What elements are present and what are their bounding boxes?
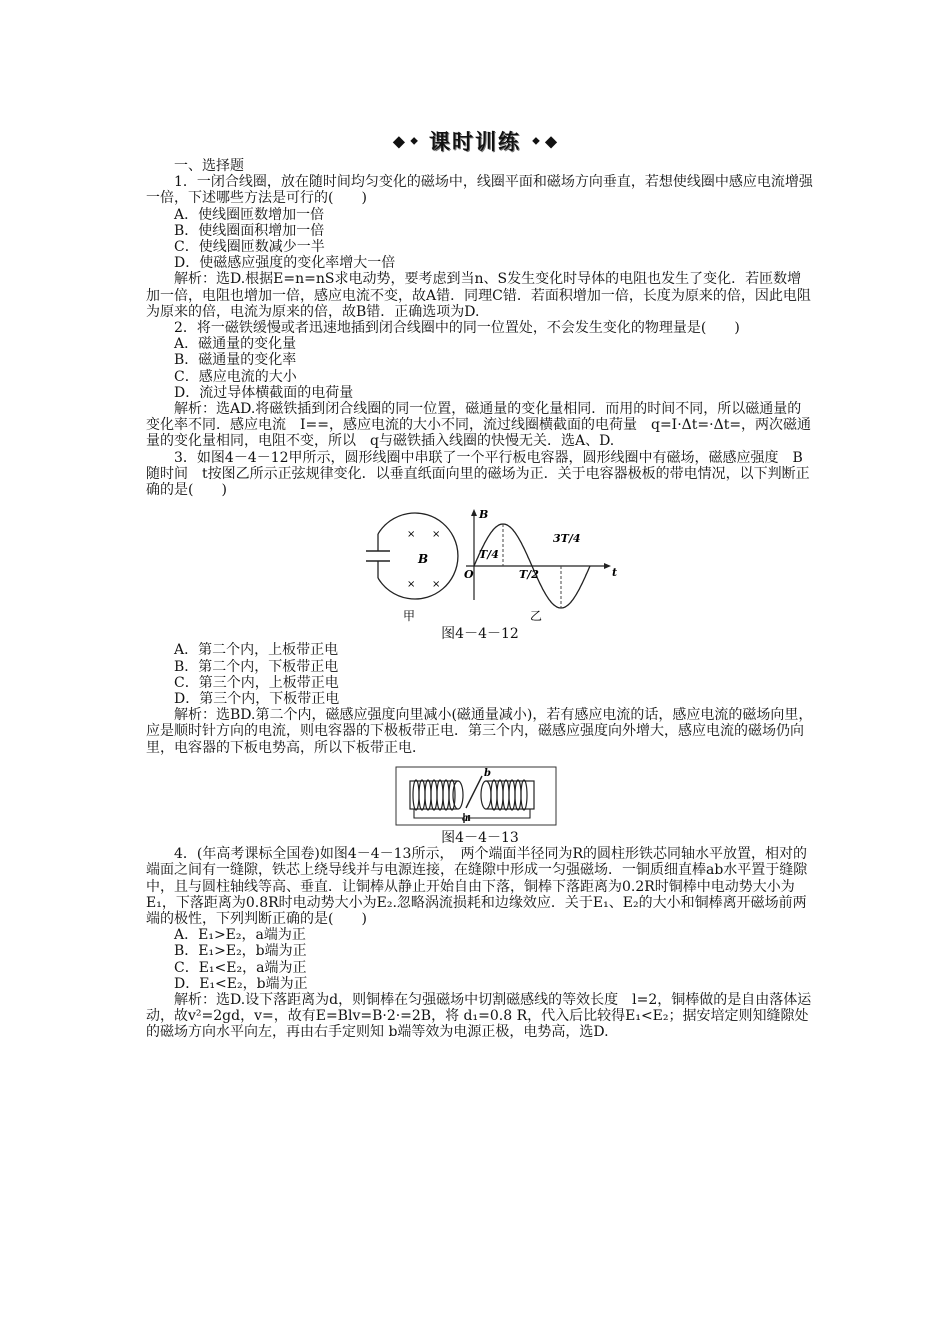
rod-end-b: b: [484, 767, 491, 779]
diamond-icon: ◆: [532, 135, 540, 147]
option: C．使线圈匝数减少一半: [174, 239, 325, 256]
figure-label-left: 甲: [403, 609, 416, 624]
field-mark: ×: [407, 529, 416, 541]
field-mark: ×: [407, 579, 416, 591]
question-stem: 4．(年高考课标全国卷)如图4－4－13所示， 两个端面半径同为R的圆柱形铁芯同轴水平放置，相对的端面之间有一缝隙，铁芯上绕导线并与电源连接，在缝隙中形成一匀强磁场．一铜质细直棒ab水平置于缝隙中，且与圆柱轴线等高、垂直．让铜棒从静止开始自由下落，铜棒下落距离为0.2R时铜棒中电动势大小为E₁，下落距离为0.8R时电动势大小为E₂.忽略涡流损耗和边缘效应．关于E₁、E₂的大小和铜棒离开磁场前两端的极性，下列判断正确的是( ): [146, 846, 808, 927]
b-t-graph: [464, 508, 617, 608]
section-heading: 一、选择题: [174, 158, 244, 174]
tick-label-t2: T/2: [519, 568, 539, 582]
rod-end-a: a: [462, 812, 469, 824]
option: A．磁通量的变化量: [174, 336, 297, 353]
banner-title: 课时训练: [429, 130, 521, 154]
option: A．使线圈匝数增加一倍: [174, 206, 325, 223]
option: B．使线圈面积增加一倍: [174, 222, 325, 239]
option: D．使磁感应强度的变化率增大一倍: [174, 255, 396, 272]
option: A．E₁>E₂，a端为正: [174, 927, 306, 944]
tick-label-t4: T/4: [479, 548, 499, 562]
option: D．第三个内，下板带正电: [174, 691, 340, 708]
option: D．流过导体横截面的电荷量: [174, 384, 354, 401]
question-stem: 3．如图4－4－12甲所示，圆形线圈中串联了一个平行板电容器，圆形线圈中有磁场，磁感应强度 B随时间 t按图乙所示正弦规律变化．以垂直纸面向里的磁场为正．关于电容器极板的带电情况，以下判断正确的是( ): [146, 449, 810, 499]
field-label: B: [418, 552, 429, 567]
option: B．磁通量的变化率: [174, 352, 297, 369]
figure-4-4-13-drawing: [146, 762, 814, 828]
option: C．E₁<E₂，a端为正: [174, 959, 307, 976]
tick-label-3t4: 3T/4: [553, 532, 581, 546]
option: A．第二个内，上板带正电: [174, 642, 339, 659]
x-axis-label: t: [612, 566, 618, 580]
analysis: 解析：选D.根据E=n=nS求电动势，要考虑到当n、S发生变化时导体的电阻也发生了变化．若匝数增加一倍，电阻也增加一倍，感应电流不变，故A错．同理C错．若面积增加一倍，长度为原来的倍，因此电阻为原来的倍，电流为原来的倍，故B错．正确选项为D.: [146, 271, 811, 320]
right-core: [481, 780, 534, 810]
diamond-icon: ◆: [392, 131, 406, 151]
coil-diagram: [366, 513, 458, 599]
field-mark: ×: [432, 579, 441, 591]
option: B．E₁>E₂，b端为正: [174, 943, 307, 960]
figure-4-4-12: [146, 504, 814, 624]
x-axis-arrow: [604, 563, 611, 569]
field-mark: ×: [432, 529, 441, 541]
figure-caption: 图4－4－13: [441, 829, 519, 846]
figure-4-4-12-drawing: [146, 504, 814, 624]
figure-4-4-13: [146, 762, 814, 828]
left-core: [410, 780, 463, 810]
origin-label: O: [464, 568, 474, 582]
figure-caption: 图4－4－12: [441, 626, 519, 643]
analysis: 解析：选AD.将磁铁插到闭合线圈的同一位置，磁通量的变化量相同．而用的时间不同，所以磁通量的变化率不同．感应电流 I==，感应电流的大小不同，流过线圈横截面的电荷量 q=I·Δt=·Δt=，两次磁通量的变化量相同，电阻不变，所以 q与磁铁插入线圈的快慢无关．选A、D.: [146, 401, 812, 450]
y-axis-arrow: [471, 509, 477, 516]
option: D．E₁<E₂，b端为正: [174, 975, 308, 992]
option: C．感应电流的大小: [174, 368, 297, 385]
copper-rod: [466, 776, 482, 808]
y-axis-label: B: [479, 508, 489, 522]
question-content: [146, 158, 814, 1041]
diamond-icon: ◆: [410, 135, 418, 147]
section-banner: [0, 126, 950, 156]
option: C．第三个内，上板带正电: [174, 674, 339, 691]
figure-label-right: 乙: [530, 609, 543, 624]
analysis: 解析：选BD.第二个内，磁感应强度向里减小(磁通量减小)，若有感应电流的话，感应电流的磁场向里，应是顺时针方向的电流，则电容器的下极板带正电．第三个内，磁感应强度向外增大，感应电流的磁场仍向里，电容器的下板电势高，所以下板带正电．: [146, 707, 813, 756]
question-stem: 1．一闭合线圈，放在随时间均匀变化的磁场中，线圈平面和磁场方向垂直，若想使线圈中感应电流增强一倍，下述哪些方法是可行的( ): [146, 174, 813, 207]
option: B．第二个内，下板带正电: [174, 658, 339, 675]
diamond-icon: ◆: [544, 131, 558, 151]
question-stem: 2．将一磁铁缓慢或者迅速地插到闭合线圈中的同一位置处，不会发生变化的物理量是( ): [174, 320, 740, 337]
analysis: 解析：选D.设下落距离为d，则铜棒在匀强磁场中切割磁感线的等效长度 l=2，铜棒做的是自由落体运动，故v²=2gd，v=，故有E=Blv=B·2·=2B，将 d₁=0.8 R，代入后比较得E₁<E₂；据安培定则知缝隙处的磁场方向水平向左，再由右手定则知 b端等效为电源正极，电势高，选D.: [146, 991, 812, 1041]
